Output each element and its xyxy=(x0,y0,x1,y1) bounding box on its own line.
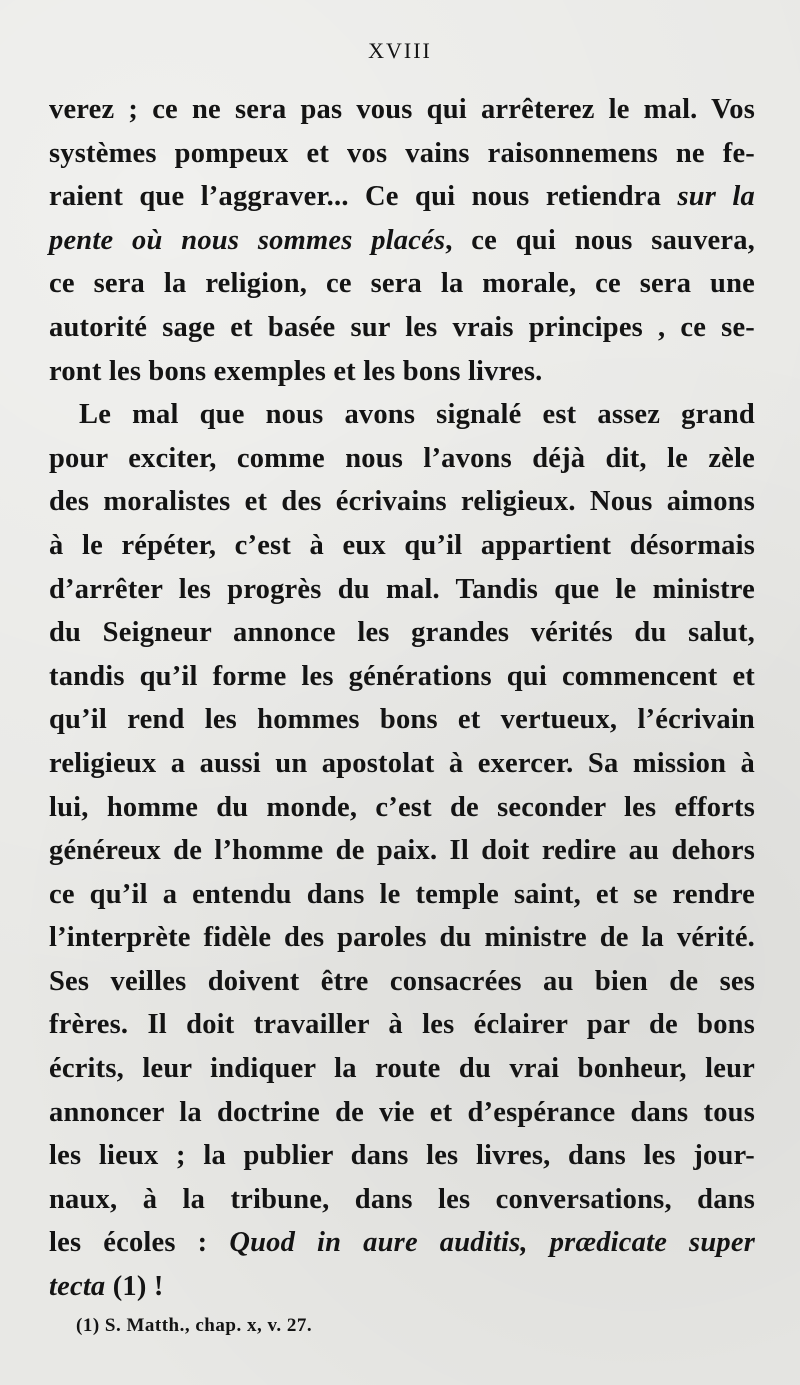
text-run: , ce qui nous sauvera, xyxy=(445,224,755,256)
text-line: écrits, leur indiquer la route du vrai bonheur, leur xyxy=(49,1053,755,1085)
text-line: verez ; ce ne sera pas vous qui arrêterez le mal. Vos xyxy=(49,94,755,125)
paragraph-end-line xyxy=(49,1265,755,1309)
footnote-reference: (1) ! xyxy=(105,1271,164,1303)
text-line: systèmes pompeux et vos vains raisonnemens ne fe- xyxy=(49,137,755,169)
text-line: Ses veilles doivent être consacrées au bien de ses xyxy=(49,965,755,997)
paragraph-end-line: ront les bons exemples et les bons livres. xyxy=(49,355,543,387)
text-line: à le répéter, c’est à eux qu’il appartient désormais xyxy=(49,529,755,561)
text-line: lui, homme du monde, c’est de seconder les efforts xyxy=(49,791,755,823)
text-line: d’arrêter les progrès du mal. Tandis que le ministre xyxy=(49,573,755,605)
text-line: frères. Il doit travailler à les éclairer par de bons xyxy=(49,1009,755,1041)
italic-run: tecta xyxy=(49,1271,106,1303)
text-line: autorité sage et basée sur les vrais principes , ce se- xyxy=(49,311,755,343)
text-line xyxy=(49,1221,755,1265)
text-line: religieux a aussi un apostolat à exercer. Sa mission à xyxy=(49,747,755,779)
text-line: ce sera la religion, ce sera la morale, ce sera une xyxy=(49,268,755,300)
italic-run: pente où nous sommes placés xyxy=(49,224,446,256)
text-line: les lieux ; la publier dans les livres, dans les jour- xyxy=(49,1140,755,1172)
italic-run: Quod in aure auditis, prædicate super xyxy=(229,1227,755,1259)
text-line: l’interprète fidèle des paroles du ministre de la vérité. xyxy=(49,922,755,954)
text-line: du Seigneur annonce les grandes vérités du salut, xyxy=(49,617,755,649)
text-line: ce qu’il a entendu dans le temple saint, et se rendre xyxy=(49,878,755,910)
text-line: naux, à la tribune, dans les conversations, dans xyxy=(49,1183,755,1215)
text-line: généreux de l’homme de paix. Il doit redire au dehors xyxy=(49,835,755,867)
text-line: des moralistes et des écrivains religieux. Nous aimons xyxy=(49,486,755,518)
page-number: XVIII xyxy=(368,38,432,63)
text-line: pour exciter, comme nous l’avons déjà dit, le zèle xyxy=(49,442,755,474)
text-line: qu’il rend les hommes bons et vertueux, l’écrivain xyxy=(49,704,755,736)
text-line xyxy=(49,219,755,263)
text-line: tandis qu’il forme les générations qui commencent et xyxy=(49,660,755,692)
body-text xyxy=(49,88,755,1309)
text-line xyxy=(49,175,755,219)
text-run: raient que l’aggraver... Ce qui nous retiendra xyxy=(49,181,678,213)
text-line: annoncer la doctrine de vie et d’espérance dans tous xyxy=(49,1096,755,1128)
paragraph-start-line: Le mal que nous avons signalé est assez grand xyxy=(79,399,755,431)
italic-run: sur la xyxy=(677,181,756,213)
text-run: les écoles : xyxy=(49,1227,230,1259)
footnote: (1) S. Matth., chap. x, v. 27. xyxy=(76,1315,313,1336)
